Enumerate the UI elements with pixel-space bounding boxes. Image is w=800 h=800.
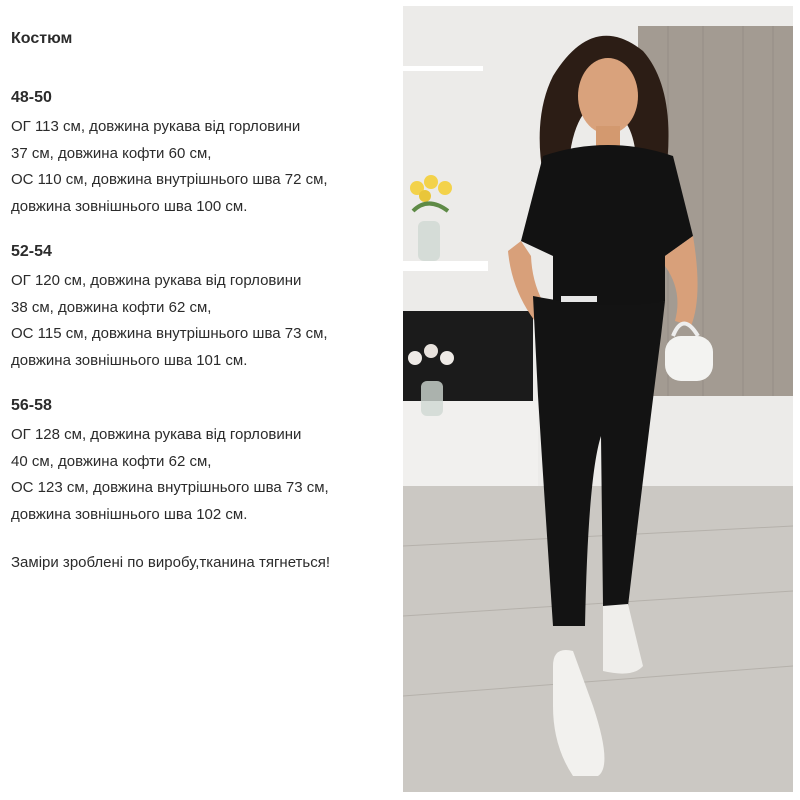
shelf bbox=[403, 66, 483, 71]
size-block-52-54 bbox=[11, 242, 396, 374]
size-line: довжина зовнішнього шва 102 см. bbox=[11, 505, 248, 523]
size-label: 48-50 bbox=[11, 89, 52, 106]
size-line: 38 см, довжина кофти 62 см, bbox=[11, 298, 212, 316]
size-block-56-58 bbox=[11, 396, 396, 528]
size-line: 37 см, довжина кофти 60 см, bbox=[11, 144, 212, 162]
shelf bbox=[403, 261, 488, 271]
size-line: довжина зовнішнього шва 101 см. bbox=[11, 351, 248, 369]
size-line: ОГ 120 см, довжина рукава від горловини bbox=[11, 272, 302, 289]
size-line: ОГ 128 см, довжина рукава від горловини bbox=[11, 426, 302, 443]
size-line: довжина зовнішнього шва 100 см. bbox=[11, 197, 248, 215]
size-block-48-50 bbox=[11, 88, 396, 220]
product-title: Костюм bbox=[11, 30, 73, 47]
measurement-note: Заміри зроблені по виробу,тканина тягнеться! bbox=[11, 554, 331, 571]
description-panel bbox=[11, 22, 396, 576]
handbag bbox=[665, 336, 713, 381]
vase bbox=[421, 381, 443, 416]
size-line: 40 см, довжина кофти 62 см, bbox=[11, 452, 212, 470]
size-line: ОС 123 см, довжина внутрішнього шва 73 см, bbox=[11, 479, 329, 496]
size-line: ОС 110 см, довжина внутрішнього шва 72 см, bbox=[11, 171, 328, 188]
model-photo-illustration bbox=[403, 6, 793, 792]
product-photo bbox=[403, 6, 793, 792]
size-label: 56-58 bbox=[11, 397, 52, 414]
waistband-label bbox=[561, 296, 597, 302]
face bbox=[578, 58, 638, 134]
size-line: ОС 115 см, довжина внутрішнього шва 73 см, bbox=[11, 325, 328, 342]
size-line: ОГ 113 см, довжина рукава від горловини bbox=[11, 118, 301, 135]
size-label: 52-54 bbox=[11, 243, 52, 260]
vase bbox=[418, 221, 440, 261]
